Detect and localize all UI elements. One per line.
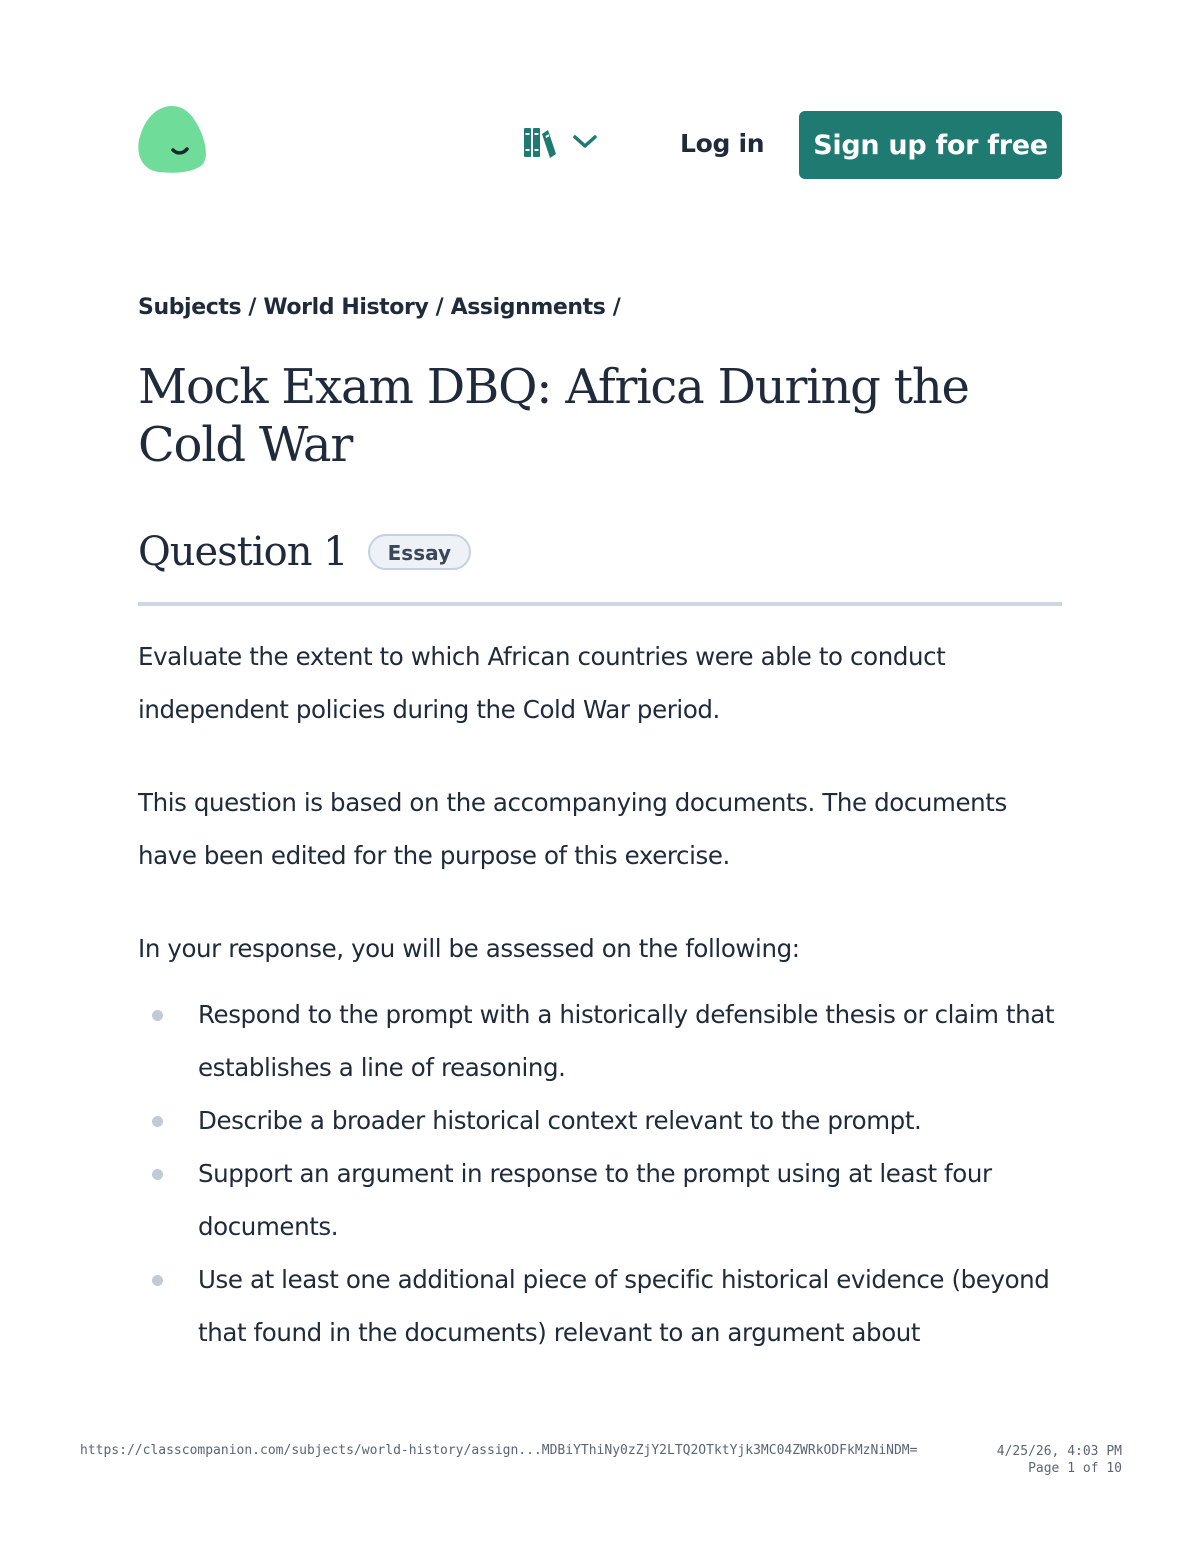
footer-page-number: Page 1 of 10 bbox=[1028, 1461, 1122, 1476]
list-item bbox=[138, 1253, 1063, 1359]
list-item-text: Respond to the prompt with a historically defensible thesis or claim that establishes a line of reasoning. bbox=[198, 1000, 1055, 1082]
breadcrumb bbox=[138, 295, 628, 320]
breadcrumb-item-assignments[interactable]: Assignments bbox=[450, 295, 606, 320]
bullet-dot bbox=[152, 1169, 163, 1180]
page-title: Mock Exam DBQ: Africa During the Cold War bbox=[138, 359, 969, 473]
divider bbox=[138, 602, 1062, 606]
subjects-menu-button[interactable] bbox=[522, 124, 604, 164]
footer-meta bbox=[997, 1443, 1122, 1477]
footer-datetime: 4/25/26, 4:03 PM bbox=[996, 1444, 1122, 1459]
smiling-blob-logo-icon bbox=[137, 104, 207, 174]
question-content bbox=[138, 630, 1063, 1359]
breadcrumb-item-world-history[interactable]: World History bbox=[263, 295, 429, 320]
logo[interactable] bbox=[137, 104, 207, 174]
bullet-dot bbox=[152, 1275, 163, 1286]
list-item-text: Use at least one additional piece of specific historical evidence (beyond that found in the documents) relevant to an argument about bbox=[198, 1265, 1050, 1347]
chevron-down-icon bbox=[572, 134, 598, 154]
signup-button[interactable]: Sign up for free bbox=[799, 111, 1062, 179]
question-instructions: This question is based on the accompanying documents. The documents have been edited for the purpose of this exercise. bbox=[138, 788, 1007, 870]
footer-url: https://classcompanion.com/subjects/world-history/assign...MDBiYThiNy0zZjY2LTQ2OTktYjk3MC04ZWRkODFkMzNiNDM= bbox=[80, 1443, 918, 1458]
header-nav bbox=[520, 110, 1065, 182]
bullet-dot bbox=[152, 1010, 163, 1021]
list-item-text: Support an argument in response to the prompt using at least four documents. bbox=[198, 1159, 992, 1241]
list-item bbox=[138, 1147, 1063, 1253]
list-item bbox=[138, 1094, 1063, 1147]
breadcrumb-separator: / bbox=[605, 295, 628, 320]
breadcrumb-separator: / bbox=[241, 295, 264, 320]
question-title: Question 1 bbox=[138, 529, 348, 575]
assessment-intro: In your response, you will be assessed on the following: bbox=[138, 934, 800, 963]
breadcrumb-item-subjects[interactable]: Subjects bbox=[138, 295, 242, 320]
bullet-dot bbox=[152, 1116, 163, 1127]
assessment-criteria-list bbox=[138, 988, 1063, 1359]
login-link[interactable]: Log in bbox=[680, 129, 765, 158]
question-type-badge: Essay bbox=[368, 534, 471, 570]
question-prompt: Evaluate the extent to which African countries were able to conduct independent policies during the Cold War period. bbox=[138, 642, 946, 724]
question-heading bbox=[138, 526, 471, 578]
list-item-text: Describe a broader historical context relevant to the prompt. bbox=[198, 1106, 922, 1135]
list-item bbox=[138, 988, 1063, 1094]
breadcrumb-separator: / bbox=[428, 295, 451, 320]
books-icon bbox=[522, 124, 558, 164]
